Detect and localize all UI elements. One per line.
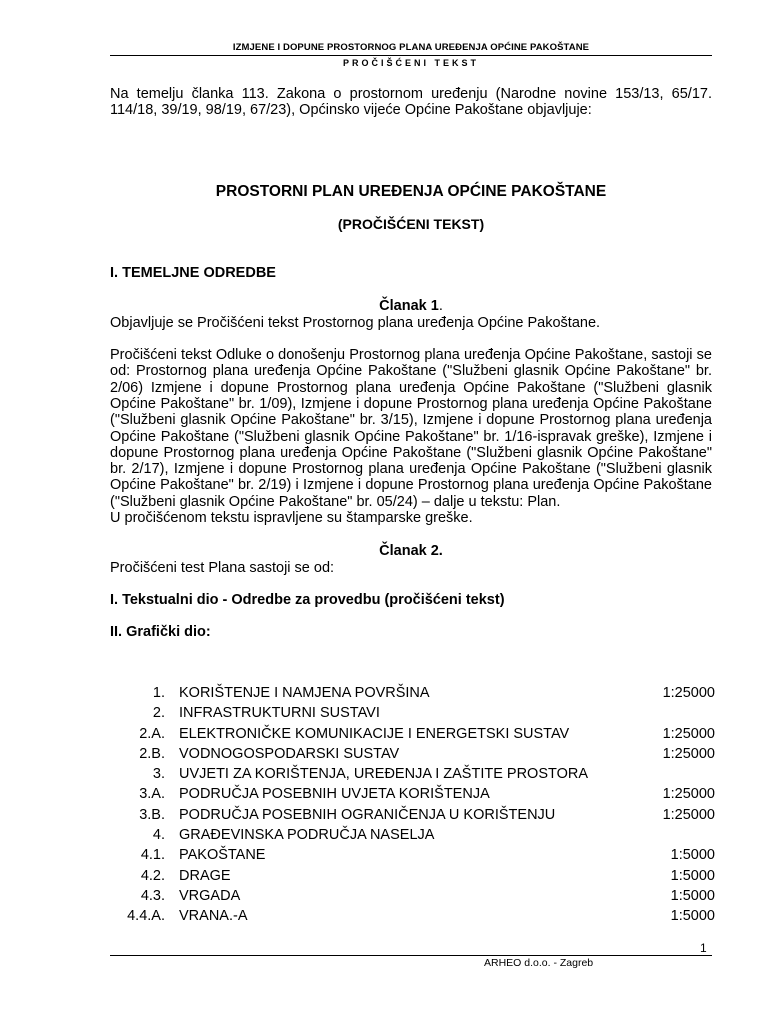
map-number: 2.A. <box>139 725 165 742</box>
map-list-item <box>110 825 715 845</box>
map-list-item <box>110 866 715 886</box>
map-number: 3. <box>152 766 165 783</box>
running-header-title: IZMJENE I DOPUNE PROSTORNOG PLANA UREĐENJA OPĆINE PAKOŠTANE <box>232 42 590 53</box>
map-name: ELEKTRONIČKE KOMUNIKACIJE I ENERGETSKI SUSTAV <box>179 725 570 742</box>
map-scale <box>625 764 715 784</box>
map-number: 4.3. <box>140 887 165 904</box>
map-name: KORIŠTENJE I NAMJENA POVRŠINA <box>179 685 430 701</box>
map-name: VRANA.-A <box>179 908 248 925</box>
map-number: 4. <box>152 827 165 844</box>
map-list-item <box>110 764 715 784</box>
map-number: 2. <box>152 705 165 722</box>
map-number: 4.2. <box>140 867 165 884</box>
article-1-period: . <box>438 298 443 315</box>
map-list-item <box>110 724 715 744</box>
map-name: VODNOGOSPODARSKI SUSTAV <box>179 745 400 762</box>
article-2-paragraph-1: Pročišćeni test Plana sastoji se od: <box>110 559 335 576</box>
map-name: GRAĐEVINSKA PODRUČJA NASELJA <box>179 827 435 844</box>
map-scale <box>625 703 715 723</box>
document-title: PROSTORNI PLAN UREĐENJA OPĆINE PAKOŠTANE <box>215 182 607 200</box>
article-1-paragraph-2: Pročišćeni tekst Odluke o donošenju Prostornog plana uređenja Općine Pakoštane, sastoji se od: Prostornog plana uređenja Općine Pakoštane ("Službeni glasnik Općine Pakoštane" br. 2/06) Izmjene i dopune Prostornog plana uređenja Općine Pakoštane ("Službeni glasnik Općine Pakoštane" br. 1/09), Izmjene i dopune Prostornog plana uređenja Općine Pakoštane ("Službeni glasnik Općine Pakoštane" br. 3/15), Izmjene i dopune Prostornog plana uređenja Općine Pakoštane ("Službeni glasnik Općine Pakoštane" br. 1/16-ispravak greške), Izmjene i dopune Prostornog plana uređenja Općine Pakoštane ("Službeni glasnik Općine Pakoštane" br. 2/17), Izmjene i dopune Prostornog plana uređenja Općine Pakoštane ("Službeni glasnik Općine Pakoštane" br. 2/19) i Izmjene i dopune Prostornog plana uređenja Općine Pakoštane ("Službeni glasnik Općine Pakoštane" br. 05/24) – dalje u tekstu: Plan. <box>110 347 712 510</box>
intro-paragraph: Na temelju članka 113. Zakona o prostornom uređenju (Narodne novine 153/13, 65/17. 114/18, 39/19, 98/19, 67/23), Općinsko vijeće Općine Pakoštane objavljuje: <box>110 86 712 119</box>
map-list-item <box>110 784 715 804</box>
running-header-subtitle: PROČIŠĆENI TEKST <box>342 58 479 68</box>
document-body <box>110 86 712 641</box>
map-scale: 1:25000 <box>662 786 715 803</box>
map-scale: 1:5000 <box>670 867 715 884</box>
map-scale: 1:5000 <box>670 847 715 864</box>
map-number: 3.A. <box>139 786 165 803</box>
part-graphic: II. Grafički dio: <box>110 624 211 641</box>
map-scale: 1:25000 <box>662 725 715 742</box>
map-number: 3.B. <box>139 806 165 823</box>
article-2-heading: Članak 2. <box>379 543 443 560</box>
article-1-paragraph-1: Objavljuje se Pročišćeni tekst Prostornog plana uređenja Općine Pakoštane. <box>110 314 601 331</box>
map-name: DRAGE <box>179 867 231 884</box>
map-name: PODRUČJA POSEBNIH OGRANIČENJA U KORIŠTENJU <box>179 806 556 823</box>
map-list-item <box>110 744 715 764</box>
map-name: VRGADA <box>179 887 241 904</box>
map-scale: 1:5000 <box>670 908 715 925</box>
map-scale: 1:25000 <box>662 806 715 823</box>
footer-rule <box>110 955 712 956</box>
map-list-item <box>110 886 715 906</box>
footer-company: ARHEO d.o.o. - Zagreb <box>484 957 594 969</box>
map-list <box>110 683 715 927</box>
map-scale: 1:5000 <box>670 887 715 904</box>
map-number: 4.1. <box>140 847 165 864</box>
article-1-heading <box>110 298 712 314</box>
part-textual: I. Tekstualni dio - Odredbe za provedbu (pročišćeni tekst) <box>110 591 505 608</box>
article-1-paragraph-3: U pročišćenom tekstu ispravljene su štamparske greške. <box>110 510 473 527</box>
map-name: PAKOŠTANE <box>179 847 266 864</box>
section-heading-basic-provisions: I. TEMELJNE ODREDBE <box>110 265 276 282</box>
page-number: 1 <box>700 941 707 955</box>
map-number: 4.4.A. <box>127 908 165 925</box>
header-rule <box>110 55 712 56</box>
map-name: UVJETI ZA KORIŠTENJA, UREĐENJA I ZAŠTITE PROSTORA <box>179 766 589 783</box>
map-name: PODRUČJA POSEBNIH UVJETA KORIŠTENJA <box>179 786 490 803</box>
document-subtitle: (PROČIŠĆENI TEKST) <box>337 215 485 232</box>
map-list-item <box>110 845 715 865</box>
map-number: 2.B. <box>139 745 165 762</box>
map-scale: 1:25000 <box>662 745 715 762</box>
map-list-item <box>110 683 715 703</box>
map-list-item <box>110 906 715 926</box>
map-list-item <box>110 805 715 825</box>
map-scale: 1:25000 <box>662 685 715 701</box>
article-1-label: Članak 1 <box>379 298 439 315</box>
map-number: 1. <box>152 685 165 701</box>
map-scale <box>625 825 715 845</box>
map-list-item <box>110 703 715 723</box>
map-name: INFRASTRUKTURNI SUSTAVI <box>179 705 380 722</box>
